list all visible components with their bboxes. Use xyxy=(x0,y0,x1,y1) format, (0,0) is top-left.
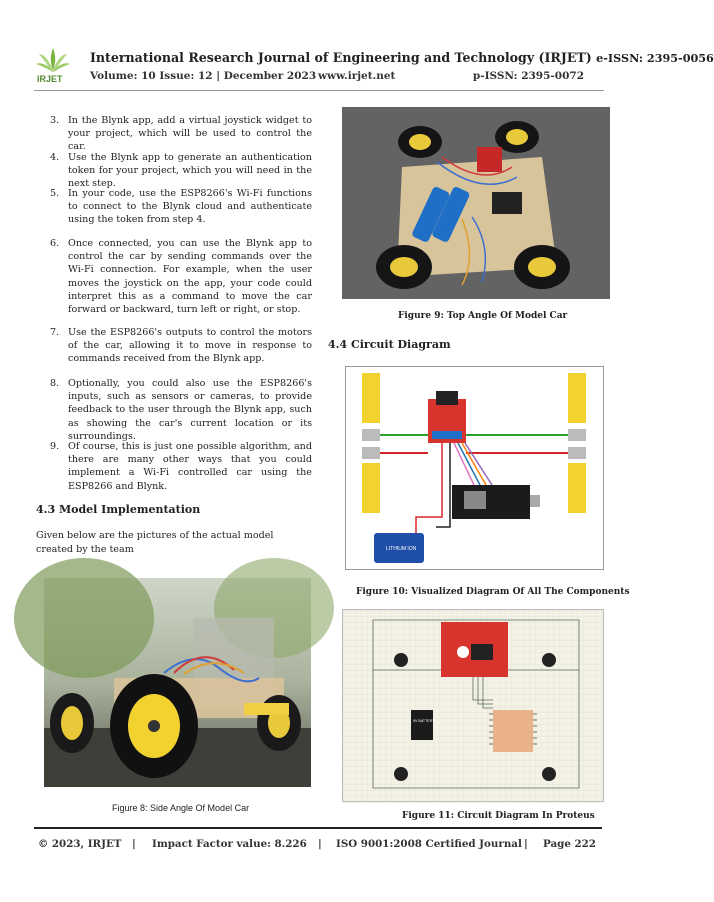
step-item xyxy=(50,187,312,227)
step-number: 9. xyxy=(50,441,60,452)
step-number: 5. xyxy=(50,188,60,199)
footer-separator: | xyxy=(318,838,322,850)
figure-10-caption: Figure 10: Visualized Diagram Of All The Components xyxy=(356,587,630,597)
figure-9-caption: Figure 9: Top Angle Of Model Car xyxy=(398,311,568,321)
step-item xyxy=(50,237,312,316)
figure-8-photo xyxy=(44,578,311,787)
e-issn: e-ISSN: 2395-0056 xyxy=(596,51,714,65)
footer-rule xyxy=(34,827,602,829)
journal-name: International Research Journal of Engineering and Technology (IRJET) xyxy=(90,50,592,65)
journal-title xyxy=(90,50,714,65)
website-link[interactable]: www.irjet.net xyxy=(318,70,396,82)
footer-copyright: © 2023, IRJET xyxy=(38,838,122,850)
step-item xyxy=(50,440,312,493)
footer-separator: | xyxy=(132,838,136,850)
step-item xyxy=(50,151,312,191)
step-text: Use the Blynk app to generate an authentication token for your project, which you will need in the next step. xyxy=(68,152,312,190)
footer-page-number: Page 222 xyxy=(543,838,596,850)
figure-11-caption: Figure 11: Circuit Diagram In Proteus xyxy=(402,811,595,821)
step-text: In your code, use the ESP8266's Wi-Fi functions to connect to the Blynk cloud and authenticate using the token from step 4. xyxy=(68,188,312,226)
figure-8-caption: Figure 8: Side Angle Of Model Car xyxy=(112,803,250,813)
step-text: Of course, this is just one possible algorithm, and there are many other ways that you could implement a Wi-Fi controlled car using the ESP8266 and Blynk. xyxy=(68,441,312,492)
step-number: 7. xyxy=(50,327,60,338)
volume-info: Volume: 10 Issue: 12 | December 2023 xyxy=(90,70,317,82)
step-item xyxy=(50,326,312,366)
step-item xyxy=(50,377,312,443)
header-rule xyxy=(34,90,604,91)
section-heading-4-3: 4.3 Model Implementation xyxy=(36,503,201,516)
footer-separator: | xyxy=(524,838,528,850)
footer-iso: ISO 9001:2008 Certified Journal xyxy=(336,838,522,850)
step-number: 4. xyxy=(50,152,60,163)
p-issn: p-ISSN: 2395-0072 xyxy=(472,70,584,82)
proteus-battery-label: 9V BATTERY xyxy=(413,719,435,723)
section-4-3-body: Given below are the pictures of the actual model created by the team xyxy=(36,530,274,555)
figure-10-diagram xyxy=(345,366,604,570)
step-text: Optionally, you could also use the ESP8266's inputs, such as sensors or cameras, to provide feedback to the user through the Blynk app, such as showing the car's current location or its surroundings. xyxy=(68,378,312,442)
battery-photo-label: LITHIUM ION xyxy=(386,546,417,552)
figure-9-photo xyxy=(342,107,610,299)
step-text: Once connected, you can use the Blynk app to control the car by sending commands over the Wi-Fi connection. For example, when the user moves the joystick on the app, your code could interpret this as a command to move the car forward or backward, turn left or right, or stop. xyxy=(68,238,312,316)
step-number: 6. xyxy=(50,238,60,249)
section-heading-4-4: 4.4 Circuit Diagram xyxy=(328,338,451,351)
logo-text: IRJET xyxy=(37,74,63,84)
step-item xyxy=(50,114,312,154)
figure-11-diagram xyxy=(342,609,604,802)
step-text: Use the ESP8266's outputs to control the motors of the car, allowing it to move in response to commands received from the Blynk app. xyxy=(68,327,312,365)
step-text: In the Blynk app, add a virtual joystick widget to your project, which will be used to control the car. xyxy=(68,115,312,153)
step-number: 3. xyxy=(50,115,60,126)
footer-impact-factor: Impact Factor value: 8.226 xyxy=(152,838,307,850)
step-number: 8. xyxy=(50,378,60,389)
